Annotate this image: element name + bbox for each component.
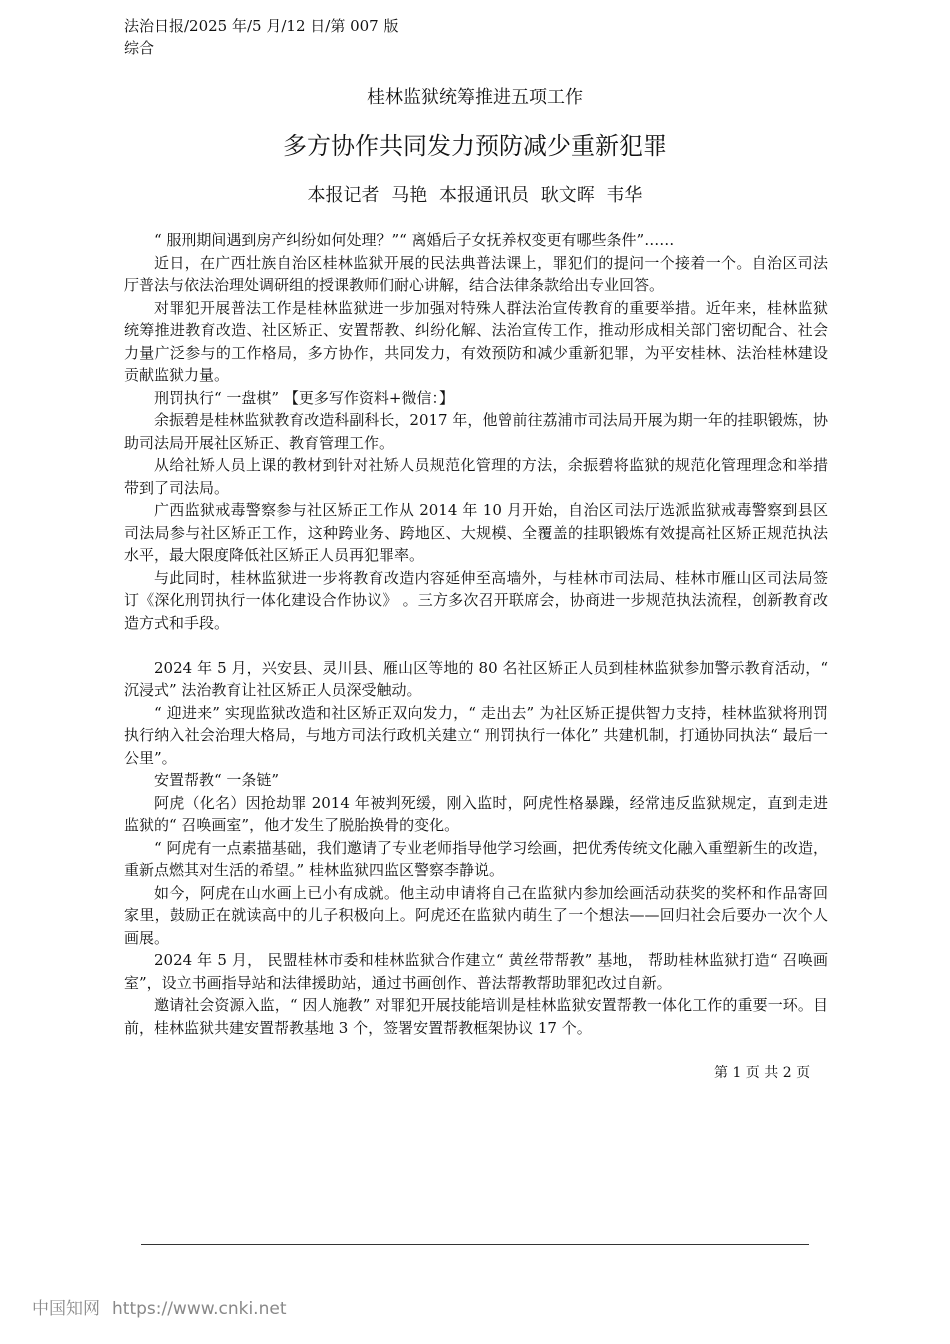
footer-divider: [141, 1244, 809, 1245]
paragraph: 余振碧是桂林监狱教育改造科副科长，2017 年，他曾前往荔浦市司法局开展为期一年的挂职锻炼，协助司法局开展社区矫正、教育管理工作。: [124, 411, 828, 452]
paragraph: 从给社矫人员上课的教材到针对社矫人员规范化管理的方法，余振碧将监狱的规范化管理理念和举措带到了司法局。: [124, 456, 828, 497]
paragraph: 广西监狱戒毒警察参与社区矫正工作从 2014 年 10 月开始，自治区司法厅选派监狱戒毒警察到县区司法局参与社区矫正工作，这种跨业务、跨地区、大规模、全覆盖的挂职锻炼有效提高社区矫正规范执法水平，最大限度降低社区矫正人员再犯罪率。: [124, 501, 828, 564]
paragraph: 对罪犯开展普法工作是桂林监狱进一步加强对特殊人群法治宣传教育的重要举措。近年来，桂林监狱统筹推进教育改造、社区矫正、安置帮教、纠纷化解、法治宣传工作，推动形成相关部门密切配合、社会力量广泛参与的工作格局，多方协作，共同发力，有效预防和减少重新犯罪，为平安桂林、法治桂林建设贡献监狱力量。: [124, 298, 828, 384]
source-line: 法治日报/2025 年/5 月/12 日/第 007 版综合: [124, 17, 399, 57]
section-heading: 刑罚执行“ 一盘棋” 【更多写作资料+微信：】: [154, 388, 454, 407]
page-title: 多方协作共同发力预防减少重新犯罪: [283, 132, 667, 160]
paragraph: 与此同时，桂林监狱进一步将教育改造内容延伸至高墙外，与桂林市司法局、桂林市雁山区司法局签订《深化刑罚执行一体化建设合作协议》 。三方多次召开联席会，协商进一步规范执法流程，创新教育改造方式和手段。: [124, 568, 828, 632]
footer-brand: 中国知网: [32, 1299, 100, 1319]
page-number: 第 1 页 共 2 页: [714, 1065, 811, 1081]
paragraph: 2024 年 5 月，兴安县、灵川县、雁山区等地的 80 名社区矫正人员到桂林监狱参加警示教育活动，“ 沉浸式” 法治教育让社区矫正人员深受触动。: [124, 658, 828, 699]
paragraph: “ 服刑期间遇到房产纠纷如何处理？”“ 离婚后子女抚养权变更有哪些条件”……: [154, 231, 675, 249]
paragraph-gap: [124, 634, 828, 657]
paragraph: 阿虎（化名）因抢劫罪 2014 年被判死缓，刚入监时，阿虎性格暴躁，经常违反监狱规定，直到走进监狱的“ 召唤画室”，他才发生了脱胎换骨的变化。: [124, 793, 828, 834]
section-heading: 安置帮教“ 一条链”: [154, 771, 280, 789]
footer: [32, 1294, 286, 1319]
footer-url-link[interactable]: https://www.cnki.net: [112, 1299, 287, 1319]
kicker-title: 桂林监狱统筹推进五项工作: [367, 87, 583, 108]
paragraph: “ 迎进来” 实现监狱改造和社区矫正双向发力，“ 走出去” 为社区矫正提供智力支持，桂林监狱将刑罚执行纳入社会治理大格局，与地方司法行政机关建立“ 刑罚执行一体化” 共建机制，打通协同执法“ 最后一公里”。: [124, 703, 828, 767]
byline: 本报记者 马艳 本报通讯员 耿文晖 韦华: [307, 185, 643, 206]
paragraph: 2024 年 5 月， 民盟桂林市委和桂林监狱合作建立“ 黄丝带帮教” 基地， 帮助桂林监狱打造“ 召唤画室”，设立书画指导站和法律援助站，通过书画创作、普法帮教帮助罪犯改过自新。: [124, 951, 828, 992]
paragraph: 如今，阿虎在山水画上已小有成就。他主动申请将自己在监狱内参加绘画活动获奖的奖杯和作品寄回家里，鼓励正在就读高中的儿子积极向上。阿虎还在监狱内萌生了一个想法——回归社会后要办一次个人画展。: [124, 883, 828, 947]
paragraph: “ 阿虎有一点素描基础，我们邀请了专业老师指导他学习绘画，把优秀传统文化融入重塑新生的改造，重新点燃其对生活的希望。” 桂林监狱四监区警察李静说。: [124, 838, 828, 879]
article-body: [124, 229, 828, 1039]
paragraph: 邀请社会资源入监，“ 因人施教” 对罪犯开展技能培训是桂林监狱安置帮教一体化工作的重要一环。目前，桂林监狱共建安置帮教基地 3 个，签署安置帮教框架协议 17 个。: [124, 996, 828, 1037]
paragraph: 近日，在广西壮族自治区桂林监狱开展的民法典普法课上，罪犯们的提问一个接着一个。自治区司法厅普法与依法治理处调研组的授课教师们耐心讲解，结合法律条款给出专业回答。: [124, 253, 828, 294]
